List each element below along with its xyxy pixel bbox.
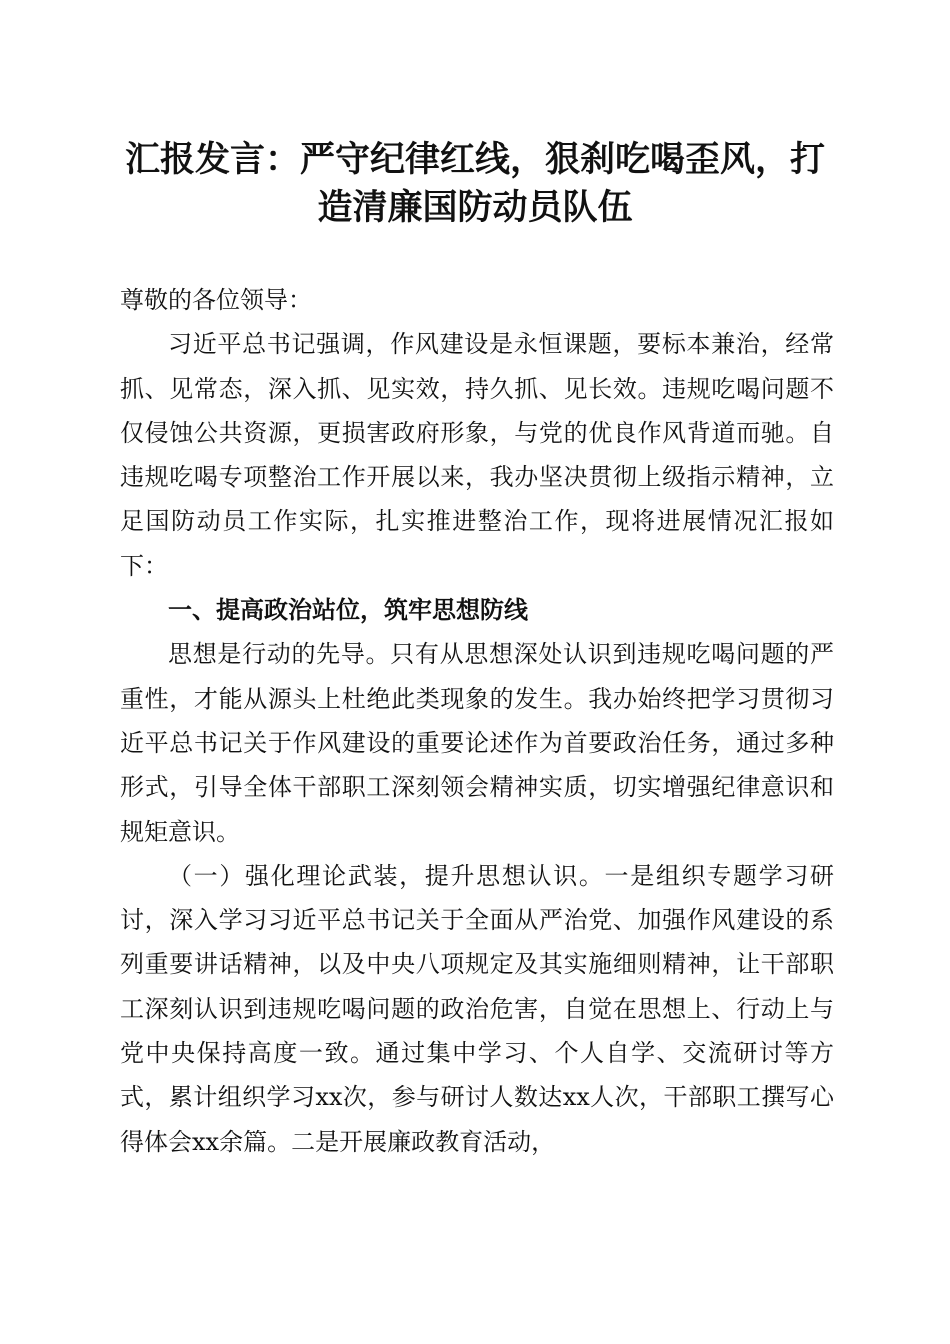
paragraph-section-1: 思想是行动的先导。只有从思想深处认识到违规吃喝问题的严重性，才能从源头上杜绝此类现象的发生。我办始终把学习贯彻习近平总书记关于作风建设的重要论述作为首要政治任务，通过多种形式，引导全体干部职工深刻领会精神实质，切实增强纪律意识和规矩意识。 [120,640,834,846]
paragraph-intro: 习近平总书记强调，作风建设是永恒课题，要标本兼治，经常抓、见常态，深入抓、见实效，持久抓、见长效。违规吃喝问题不仅侵蚀公共资源，更损害政府形象，与党的优良作风背道而驰。自违规吃喝专项整治工作开展以来，我办坚决贯彻上级指示精神，立足国防动员工作实际，扎实推进整治工作，现将进展情况汇报如下： [120,330,834,580]
document-title [100,136,850,232]
section-heading-1: 一、提高政治站位，筑牢思想防线 [168,596,528,625]
paragraph-subsection-1: （一）强化理论武装，提升思想认识。一是组织专题学习研讨，深入学习习近平总书记关于全面从严治党、加强作风建设的系列重要讲话精神，以及中央八项规定及其实施细则精神，让干部职工深刻认识到违规吃喝问题的政治危害，自觉在思想上、行动上与党中央保持高度一致。通过集中学习、个人自学、交流研讨等方式，累计组织学习xx次，参与研讨人数达xx人次，干部职工撰写心得体会xx余篇。二是开展廉政教育活动， [120,861,834,1156]
title-line-1: 汇报发言：严守纪律红线，狠刹吃喝歪风，打 [124,139,825,180]
salutation: 尊敬的各位领导： [120,286,312,314]
document-body [120,278,834,1164]
title-line-2: 造清廉国防动员队伍 [317,187,633,228]
